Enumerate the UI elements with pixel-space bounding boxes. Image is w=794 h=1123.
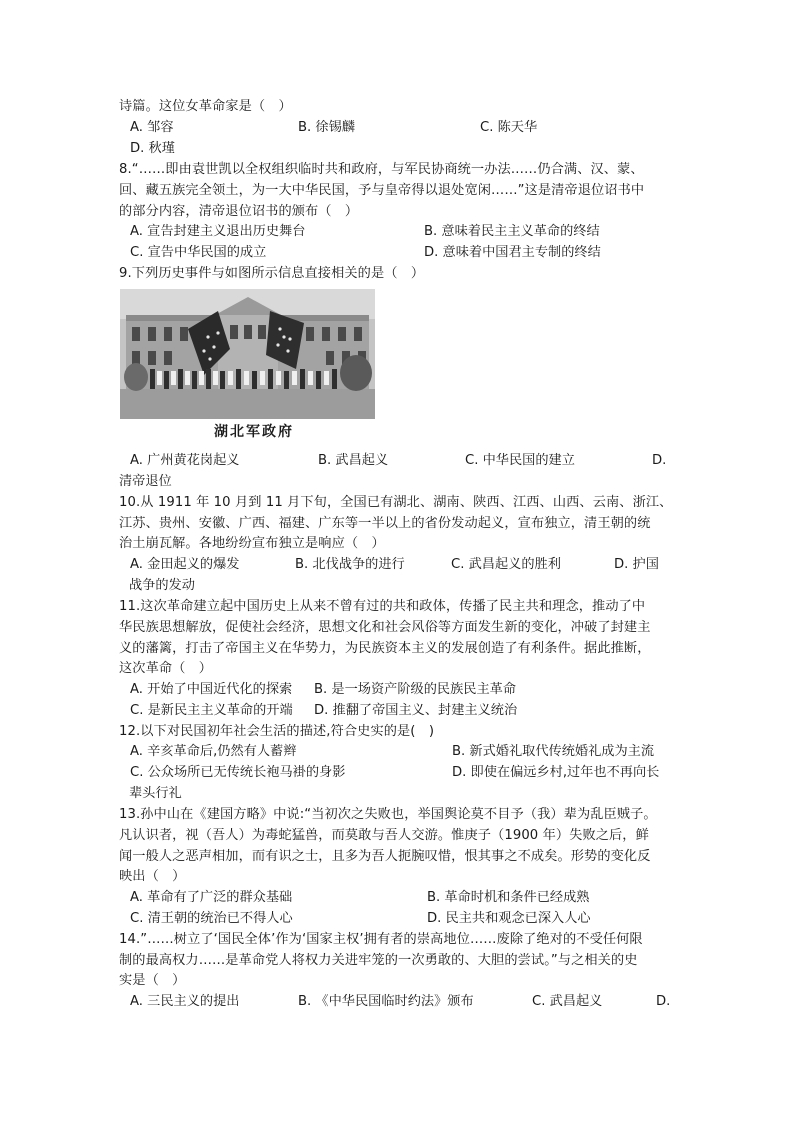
q11-option-d: D. 推翻了帝国主义、封建主义统治 <box>314 703 518 718</box>
q10-option-c: C. 武昌起义的胜利 <box>451 557 561 572</box>
q12-stem: 12.以下对民国初年社会生活的描述,符合史实的是( ) <box>119 724 435 739</box>
q13-stem-line-3: 闻一般人之恶声相加，而有识之士，且多为吾人扼腕叹惜，恨其事之不成矣。形势的变化反 <box>119 849 651 864</box>
q12-option-a: A. 辛亥革命后,仍然有人蓄辫 <box>130 744 297 759</box>
q12-option-d-cont: 辈头行礼 <box>129 786 182 801</box>
q14-option-d: D. <box>656 994 671 1009</box>
q7-option-c: C. 陈天华 <box>480 120 538 135</box>
q12-option-b: B. 新式婚礼取代传统婚礼成为主流 <box>452 744 655 759</box>
q9-option-d-label: D. <box>652 453 667 468</box>
q9-option-d-text: 清帝退位 <box>119 474 172 489</box>
q9-option-a: A. 广州黄花岗起义 <box>130 453 240 468</box>
q10-stem-line-3: 治土崩瓦解。各地纷纷宣布独立是响应（ ） <box>119 536 385 551</box>
q10-option-d-text: 战争的发动 <box>129 578 195 593</box>
q11-stem-line-1: 11.这次革命建立起中国历史上从来不曾有过的共和政体，传播了民主共和理念，推动了中 <box>119 599 646 614</box>
q14-stem-line-1: 14.”……树立了‘国民全体’作为‘国家主权’拥有者的崇高地位……废除了绝对的不受任何限 <box>119 932 643 947</box>
q13-stem-line-1: 13.孙中山在《建国方略》中说:“当初次之失败也，举国舆论莫不目予（我）辈为乱臣贼子。 <box>119 807 657 822</box>
q13-stem-line-2: 凡认识者，视（吾人）为毒蛇猛兽，而莫敢与吾人交游。惟庚子（1900 年）失败之后，鲜 <box>119 828 649 843</box>
q8-option-a: A. 宣告封建主义退出历史舞台 <box>130 224 306 239</box>
q13-option-c: C. 清王朝的统治已不得人心 <box>130 911 293 926</box>
q13-option-d: D. 民主共和观念已深入人心 <box>427 911 591 926</box>
q10-stem-line-1: 10.从 1911 年 10 月到 11 月下旬，全国已有湖北、湖南、陕西、江西、山西、云南、浙江、 <box>119 495 673 510</box>
q10-stem-line-2: 江苏、贵州、安徽、广西、福建、广东等一半以上的省份发动起义，宣布独立，清王朝的统 <box>119 516 651 531</box>
q13-option-a: A. 革命有了广泛的群众基础 <box>130 890 293 905</box>
q8-option-c: C. 宣告中华民国的成立 <box>130 245 267 260</box>
q7-stem: 诗篇。这位女革命家是（ ） <box>119 99 292 114</box>
q14-option-c: C. 武昌起义 <box>532 994 603 1009</box>
q8-stem-line-2: 回、藏五族完全领土，为一大中华民国，予与皇帝得以退处宽闲……”这是清帝退位诏书中 <box>119 183 645 198</box>
q14-stem-line-2: 制的最高权力……是革命党人将权力关进牢笼的一次勇敢的、大胆的尝试。”与之相关的史 <box>119 953 638 968</box>
q9-stem: 9.下列历史事件与如图所示信息直接相关的是（ ） <box>119 266 425 281</box>
q11-stem-line-3: 义的藩篱，打击了帝国主义在华势力，为民族资本主义的发展创造了有利条件。据此推断， <box>119 641 651 656</box>
q8-stem-line-1: 8.“……即由袁世凯以全权组织临时共和政府，与军民协商统一办法……仍合满、汉、蒙、 <box>119 162 644 177</box>
hubei-military-government-photo <box>120 289 375 419</box>
q10-option-b: B. 北伐战争的进行 <box>295 557 405 572</box>
q7-option-d: D. 秋瑾 <box>130 141 175 156</box>
q13-stem-line-4: 映出（ ） <box>119 869 186 884</box>
q13-option-b: B. 革命时机和条件已经成熟 <box>427 890 590 905</box>
q8-stem-line-3: 的部分内容，清帝退位诏书的颁布（ ） <box>119 204 359 219</box>
q11-option-b: B. 是一场资产阶级的民族民主革命 <box>314 682 517 697</box>
q14-stem-line-3: 实是（ ） <box>119 973 186 988</box>
q11-stem-line-2: 华民族思想解放，促使社会经济，思想文化和社会风俗等方面发生新的变化，冲破了封建主 <box>119 620 651 635</box>
q10-option-a: A. 金田起义的爆发 <box>130 557 240 572</box>
q9-option-b: B. 武昌起义 <box>318 453 389 468</box>
q10-option-d-label: D. 护国 <box>614 557 659 572</box>
q12-option-c: C. 公众场所已无传统长袍马褂的身影 <box>130 765 346 780</box>
q7-option-a: A. 邹容 <box>130 120 174 135</box>
q12-option-d: D. 即使在偏远乡村,过年也不再向长 <box>452 765 660 780</box>
q9-option-c: C. 中华民国的建立 <box>465 453 575 468</box>
q7-option-b: B. 徐锡麟 <box>298 120 355 135</box>
q8-option-d: D. 意味着中国君主专制的终结 <box>424 245 601 260</box>
photo-caption: 湖北军政府 <box>214 424 294 440</box>
q14-option-a: A. 三民主义的提出 <box>130 994 240 1009</box>
q11-stem-line-4: 这次革命（ ） <box>119 661 213 676</box>
q11-option-a: A. 开始了中国近代化的探索 <box>130 682 293 697</box>
q11-option-c: C. 是新民主主义革命的开端 <box>130 703 293 718</box>
q8-option-b: B. 意味着民主主义革命的终结 <box>424 224 600 239</box>
q14-option-b: B. 《中华民国临时约法》颁布 <box>298 994 474 1009</box>
